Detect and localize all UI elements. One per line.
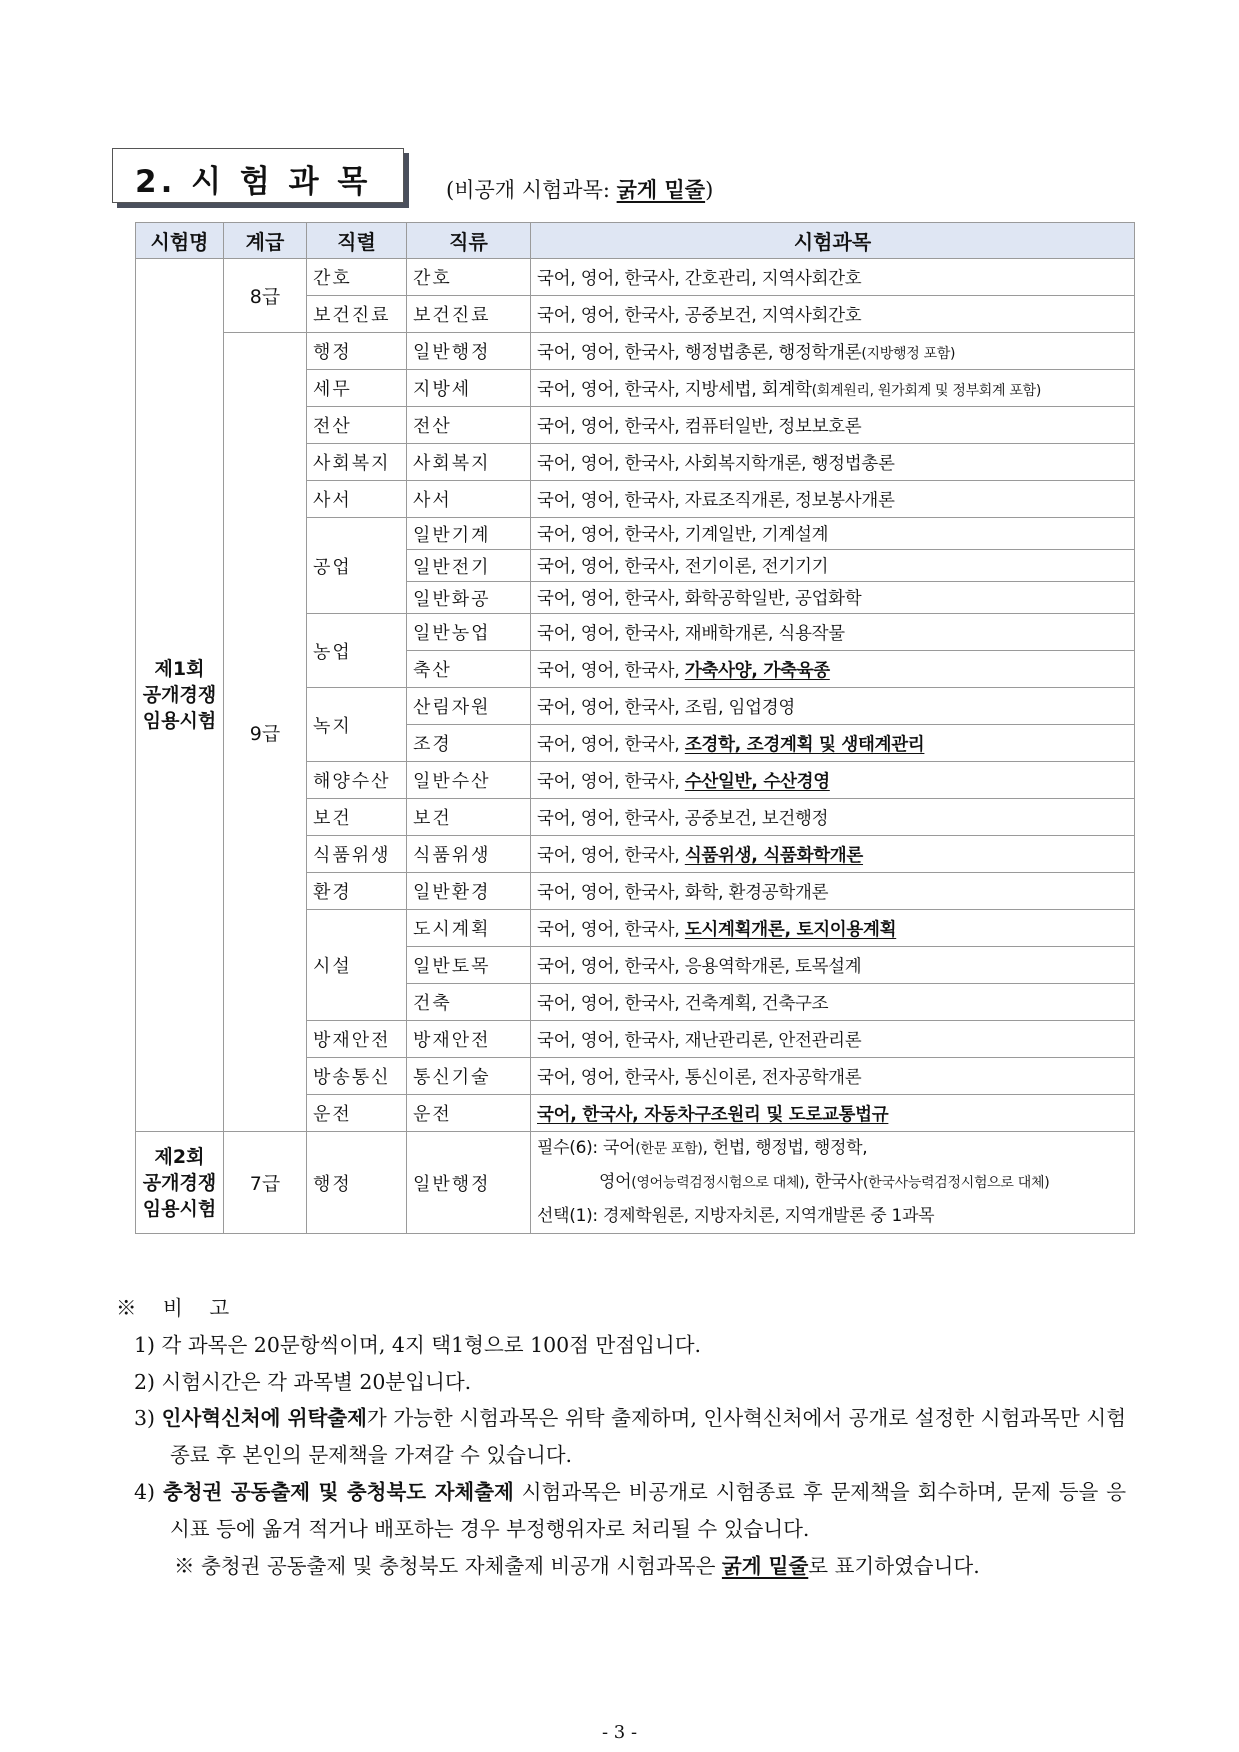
series-cell: 운전 — [307, 1095, 407, 1132]
series-cell: 녹지 — [307, 688, 407, 762]
header-series: 직렬 — [307, 223, 407, 259]
subjects-cell: 국어, 영어, 한국사, 화학, 환경공학개론 — [531, 873, 1135, 910]
remark-1: 1) 각 과목은 20문항씩이며, 4지 택1형으로 100점 만점입니다. — [134, 1332, 702, 1357]
subjects-cell: 국어, 영어, 한국사, 공중보건, 보건행정 — [531, 799, 1135, 836]
subjects-cell: 국어, 영어, 한국사, 간호관리, 지역사회간호 — [531, 259, 1135, 296]
header-type: 직류 — [407, 223, 531, 259]
type-cell: 일반농업 — [407, 614, 531, 651]
table-row — [136, 259, 1135, 296]
type-cell: 전산 — [407, 407, 531, 444]
type-cell: 일반환경 — [407, 873, 531, 910]
subjects-cell: 국어, 영어, 한국사, 기계일반, 기계설계 — [531, 518, 1135, 550]
nonpublic-subjects: 도시계획개론, 토지이용계획 — [684, 919, 897, 940]
type-cell: 일반기계 — [407, 518, 531, 550]
series-cell: 방재안전 — [307, 1021, 407, 1058]
series-cell: 사회복지 — [307, 444, 407, 481]
nonpublic-subjects: 국어, 한국사, 자동차구조원리 및 도로교통법규 — [537, 1104, 889, 1125]
remarks-heading: ※ 비 고 — [116, 1296, 240, 1320]
series-cell: 행정 — [307, 333, 407, 370]
section-title: 2. 시 험 과 목 — [135, 164, 372, 200]
type-cell: 지방세 — [407, 370, 531, 407]
section-note: (비공개 시험과목: 굵게 밑줄) — [446, 178, 714, 202]
type-cell: 통신기술 — [407, 1058, 531, 1095]
type-cell: 운전 — [407, 1095, 531, 1132]
subjects-cell: 국어, 영어, 한국사, 재난관리론, 안전관리론 — [531, 1021, 1135, 1058]
grade-cell: 7급 — [224, 1132, 307, 1234]
type-cell: 보건 — [407, 799, 531, 836]
subjects-cell: 국어, 영어, 한국사, 자료조직개론, 정보봉사개론 — [531, 481, 1135, 518]
header-exam: 시험명 — [136, 223, 224, 259]
table-row — [136, 1132, 1135, 1234]
type-cell: 산림자원 — [407, 688, 531, 725]
series-cell: 환경 — [307, 873, 407, 910]
type-cell: 방재안전 — [407, 1021, 531, 1058]
remark-3: 3) 인사혁신처에 위탁출제가 가능한 시험과목은 위탁 출제하며, 인사혁신처에서 공개로 설정한 시험과목만 시험종료 후 본인의 문제책을 가져갈 수 있습니다. — [134, 1406, 1126, 1468]
subjects-cell: 국어, 영어, 한국사, 수산일반, 수산경영 — [531, 762, 1135, 799]
subjects-cell: 국어, 영어, 한국사, 화학공학일반, 공업화학 — [531, 582, 1135, 614]
subjects-cell: 국어, 영어, 한국사, 행정법총론, 행정학개론(지방행정 포함) — [531, 333, 1135, 370]
series-cell: 행정 — [307, 1132, 407, 1234]
series-cell: 공업 — [307, 518, 407, 614]
subjects-cell — [531, 1095, 1135, 1132]
type-cell: 일반토목 — [407, 947, 531, 984]
series-cell: 세무 — [307, 370, 407, 407]
series-cell: 보건진료 — [307, 296, 407, 333]
type-cell: 사회복지 — [407, 444, 531, 481]
series-cell: 해양수산 — [307, 762, 407, 799]
nonpublic-subjects: 수산일반, 수산경영 — [684, 771, 830, 792]
nonpublic-subjects: 가축사양, 가축육종 — [684, 660, 830, 681]
series-cell: 전산 — [307, 407, 407, 444]
subjects-cell: 필수(6): 국어(한문 포함), 헌법, 행정법, 행정학, 영어(영어능력검정시험으로 대체), 한국사(한국사능력검정시험으로 대체) 선택(1): 경제학원론, 지방자치론, 지역개발론 중 1과목 — [531, 1132, 1135, 1234]
subjects-cell: 국어, 영어, 한국사, 지방세법, 회계학(회계원리, 원가회계 및 정부회계 포함) — [531, 370, 1135, 407]
exam-subjects-table — [135, 222, 1135, 1234]
subjects-cell: 국어, 영어, 한국사, 공중보건, 지역사회간호 — [531, 296, 1135, 333]
subjects-cell: 국어, 영어, 한국사, 컴퓨터일반, 정보보호론 — [531, 407, 1135, 444]
series-cell: 보건 — [307, 799, 407, 836]
type-cell: 일반행정 — [407, 1132, 531, 1234]
table-row — [136, 333, 1135, 370]
subjects-cell: 국어, 영어, 한국사, 전기이론, 전기기기 — [531, 550, 1135, 582]
subjects-cell: 국어, 영어, 한국사, 식품위생, 식품화학개론 — [531, 836, 1135, 873]
subjects-cell: 국어, 영어, 한국사, 사회복지학개론, 행정법총론 — [531, 444, 1135, 481]
type-cell: 일반수산 — [407, 762, 531, 799]
header-subjects: 시험과목 — [531, 223, 1135, 259]
remark-2: 2) 시험시간은 각 과목별 20분입니다. — [134, 1369, 472, 1394]
series-cell: 사서 — [307, 481, 407, 518]
type-cell: 건축 — [407, 984, 531, 1021]
subjects-cell: 국어, 영어, 한국사, 재배학개론, 식용작물 — [531, 614, 1135, 651]
nonpublic-subjects: 조경학, 조경계획 및 생태계관리 — [684, 734, 925, 755]
type-cell: 보건진료 — [407, 296, 531, 333]
series-cell: 방송통신 — [307, 1058, 407, 1095]
section-heading-box — [112, 148, 404, 203]
type-cell: 일반화공 — [407, 582, 531, 614]
remark-4: 4) 충청권 공동출제 및 충청북도 자체출제 시험과목은 비공개로 시험종료 후 문제책을 회수하며, 문제 등을 응시표 등에 옮겨 적거나 배포하는 경우 부정행위자로 처리될 수 있습니다. — [134, 1479, 1127, 1541]
subjects-cell: 국어, 영어, 한국사, 도시계획개론, 토지이용계획 — [531, 910, 1135, 947]
grade-cell: 9급 — [224, 333, 307, 1132]
series-cell: 간호 — [307, 259, 407, 296]
series-cell: 식품위생 — [307, 836, 407, 873]
subjects-cell: 국어, 영어, 한국사, 조경학, 조경계획 및 생태계관리 — [531, 725, 1135, 762]
type-cell: 일반행정 — [407, 333, 531, 370]
table-header-row — [136, 223, 1135, 259]
subjects-cell: 국어, 영어, 한국사, 조림, 임업경영 — [531, 688, 1135, 725]
subjects-cell: 국어, 영어, 한국사, 가축사양, 가축육종 — [531, 651, 1135, 688]
exam-name-cell: 제1회 공개경쟁 임용시험 — [136, 259, 224, 1132]
header-grade: 계급 — [224, 223, 307, 259]
subjects-cell: 국어, 영어, 한국사, 응용역학개론, 토목설계 — [531, 947, 1135, 984]
grade-cell: 8급 — [224, 259, 307, 333]
type-cell: 간호 — [407, 259, 531, 296]
type-cell: 사서 — [407, 481, 531, 518]
nonpublic-subjects: 식품위생, 식품화학개론 — [684, 845, 864, 866]
series-cell: 농업 — [307, 614, 407, 688]
remarks-section — [116, 1290, 1126, 1584]
type-cell: 식품위생 — [407, 836, 531, 873]
type-cell: 축산 — [407, 651, 531, 688]
exam-name-cell: 제2회 공개경쟁 임용시험 — [136, 1132, 224, 1234]
type-cell: 도시계획 — [407, 910, 531, 947]
page-number: - 3 - — [601, 1722, 638, 1743]
subjects-cell: 국어, 영어, 한국사, 건축계획, 건축구조 — [531, 984, 1135, 1021]
type-cell: 일반전기 — [407, 550, 531, 582]
subjects-cell: 국어, 영어, 한국사, 통신이론, 전자공학개론 — [531, 1058, 1135, 1095]
series-cell: 시설 — [307, 910, 407, 1021]
remark-note: ※ 충청권 공동출제 및 충청북도 자체출제 비공개 시험과목은 굵게 밑줄로 표기하였습니다. — [174, 1553, 980, 1578]
type-cell: 조경 — [407, 725, 531, 762]
